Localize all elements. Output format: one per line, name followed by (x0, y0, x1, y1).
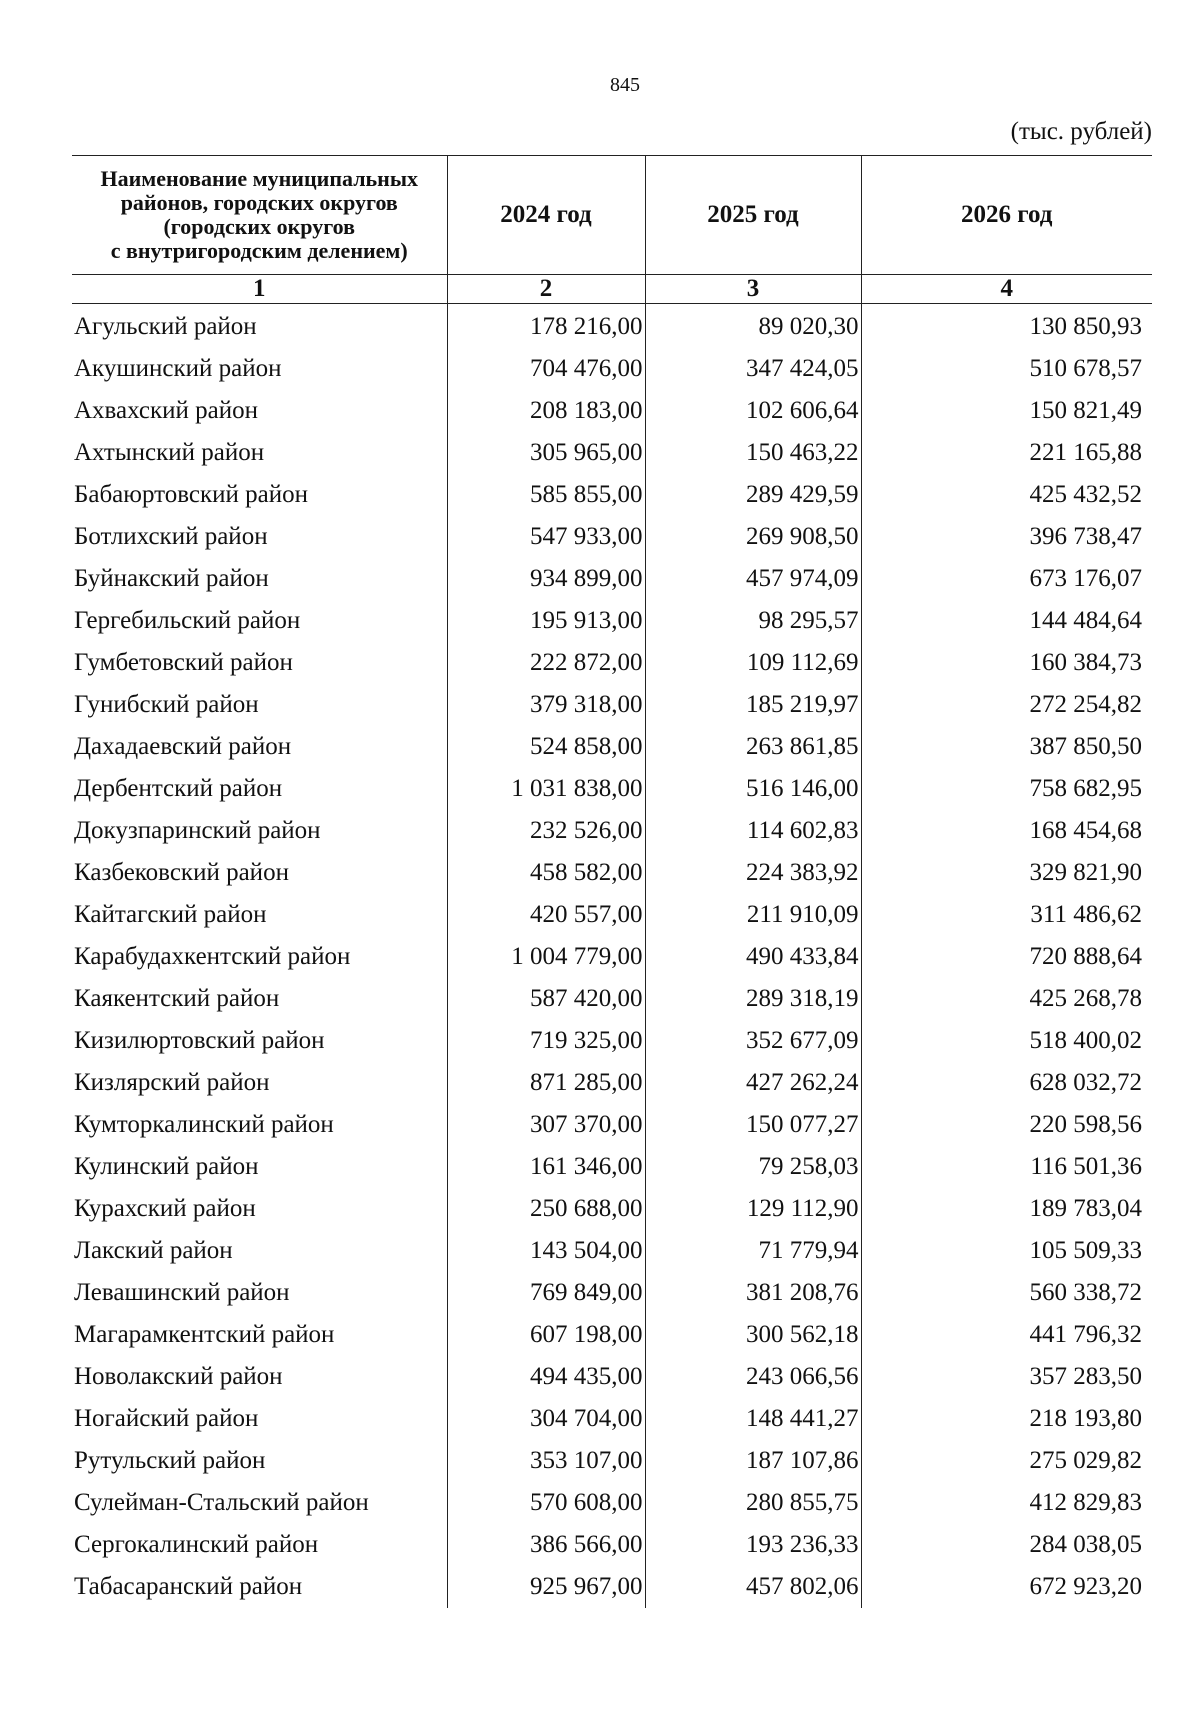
value-2025-cell: 457 802,06 (645, 1566, 861, 1608)
value-2026-cell: 357 283,50 (861, 1356, 1152, 1398)
district-name-cell: Табасаранский район (74, 1573, 303, 1600)
table-row (72, 684, 1152, 726)
value-2026-cell: 560 338,72 (861, 1272, 1152, 1314)
value-2026-cell: 189 783,04 (861, 1188, 1152, 1230)
value-2024-cell: 250 688,00 (447, 1188, 645, 1230)
value-2024-cell: 769 849,00 (447, 1272, 645, 1314)
value-2025-cell: 427 262,24 (645, 1062, 861, 1104)
table-row (72, 1482, 1152, 1524)
value-2024-cell: 934 899,00 (447, 558, 645, 600)
units-label: (тыс. рублей) (1010, 118, 1152, 145)
district-name-cell: Гумбетовский район (74, 649, 293, 676)
district-name-cell: Гунибский район (74, 691, 259, 718)
table-row (72, 894, 1152, 936)
district-name-cell: Казбековский район (74, 859, 289, 886)
value-2024-cell: 1 031 838,00 (447, 768, 645, 810)
column-header-name-line: Наименование муниципальных (100, 166, 419, 191)
value-2024-cell: 925 967,00 (447, 1566, 645, 1608)
value-2024-cell: 208 183,00 (447, 390, 645, 432)
table-row (72, 304, 1152, 349)
value-2025-cell: 187 107,86 (645, 1440, 861, 1482)
column-number: 2 (447, 275, 645, 304)
value-2024-cell: 353 107,00 (447, 1440, 645, 1482)
district-name-cell: Акушинский район (74, 355, 282, 382)
value-2026-cell: 160 384,73 (861, 642, 1152, 684)
value-2025-cell: 490 433,84 (645, 936, 861, 978)
value-2025-cell: 269 908,50 (645, 516, 861, 558)
table-header (72, 156, 1152, 275)
budget-table (72, 155, 1152, 1608)
value-2025-cell: 129 112,90 (645, 1188, 861, 1230)
value-2024-cell: 585 855,00 (447, 474, 645, 516)
table-row (72, 642, 1152, 684)
table-row (72, 768, 1152, 810)
value-2026-cell: 130 850,93 (861, 304, 1152, 349)
district-name-cell: Курахский район (74, 1195, 256, 1222)
district-name-cell: Агульский район (74, 313, 257, 340)
value-2025-cell: 224 383,92 (645, 852, 861, 894)
district-name-cell: Сергокалинский район (74, 1531, 319, 1558)
district-name-cell: Дахадаевский район (74, 733, 292, 760)
column-number: 1 (72, 275, 447, 304)
value-2024-cell: 607 198,00 (447, 1314, 645, 1356)
value-2024-cell: 305 965,00 (447, 432, 645, 474)
value-2025-cell: 71 779,94 (645, 1230, 861, 1272)
value-2026-cell: 218 193,80 (861, 1398, 1152, 1440)
value-2026-cell: 673 176,07 (861, 558, 1152, 600)
value-2025-cell: 457 974,09 (645, 558, 861, 600)
district-name-cell: Докузпаринский район (74, 817, 321, 844)
value-2025-cell: 148 441,27 (645, 1398, 861, 1440)
table-row (72, 516, 1152, 558)
district-name-cell: Ботлихский район (74, 523, 268, 550)
district-name-cell: Каякентский район (74, 985, 280, 1012)
value-2025-cell: 109 112,69 (645, 642, 861, 684)
value-2025-cell: 280 855,75 (645, 1482, 861, 1524)
value-2026-cell: 150 821,49 (861, 390, 1152, 432)
table-row (72, 726, 1152, 768)
district-name-cell: Ногайский район (74, 1405, 259, 1432)
value-2025-cell: 150 077,27 (645, 1104, 861, 1146)
column-number: 4 (861, 275, 1152, 304)
value-2026-cell: 396 738,47 (861, 516, 1152, 558)
value-2024-cell: 494 435,00 (447, 1356, 645, 1398)
value-2024-cell: 704 476,00 (447, 348, 645, 390)
column-header-name-line: с внутригородским делением) (110, 238, 408, 263)
table-row (72, 1356, 1152, 1398)
table-row (72, 1188, 1152, 1230)
district-name-cell: Кизлярский район (74, 1069, 270, 1096)
district-name-cell: Кумторкалинский район (74, 1111, 334, 1138)
district-name-cell: Новолакский район (74, 1363, 283, 1390)
value-2025-cell: 98 295,57 (645, 600, 861, 642)
district-name-cell: Кизилюртовский район (74, 1027, 325, 1054)
district-name-cell: Бабаюртовский район (74, 481, 308, 508)
value-2026-cell: 441 796,32 (861, 1314, 1152, 1356)
district-name-cell: Карабудахкентский район (74, 943, 351, 970)
page-number: 845 (610, 74, 640, 96)
table-row (72, 558, 1152, 600)
value-2026-cell: 387 850,50 (861, 726, 1152, 768)
value-2025-cell: 352 677,09 (645, 1020, 861, 1062)
value-2026-cell: 628 032,72 (861, 1062, 1152, 1104)
value-2024-cell: 143 504,00 (447, 1230, 645, 1272)
value-2025-cell: 289 429,59 (645, 474, 861, 516)
value-2024-cell: 178 216,00 (447, 304, 645, 349)
district-name-cell: Гергебильский район (74, 607, 301, 634)
table-row (72, 600, 1152, 642)
value-2026-cell: 720 888,64 (861, 936, 1152, 978)
district-name-cell: Левашинский район (74, 1279, 290, 1306)
table-row (72, 852, 1152, 894)
value-2026-cell: 144 484,64 (861, 600, 1152, 642)
value-2024-cell: 195 913,00 (447, 600, 645, 642)
table-row (72, 348, 1152, 390)
table-row (72, 432, 1152, 474)
value-2024-cell: 871 285,00 (447, 1062, 645, 1104)
value-2024-cell: 1 004 779,00 (447, 936, 645, 978)
value-2026-cell: 116 501,36 (861, 1146, 1152, 1188)
table-row (72, 474, 1152, 516)
table-row (72, 1272, 1152, 1314)
table-row (72, 1230, 1152, 1272)
value-2024-cell: 386 566,00 (447, 1524, 645, 1566)
table-row (72, 1062, 1152, 1104)
value-2025-cell: 89 020,30 (645, 304, 861, 349)
value-2025-cell: 381 208,76 (645, 1272, 861, 1314)
value-2026-cell: 168 454,68 (861, 810, 1152, 852)
value-2025-cell: 347 424,05 (645, 348, 861, 390)
table-body (72, 275, 1152, 1609)
value-2024-cell: 232 526,00 (447, 810, 645, 852)
value-2025-cell: 185 219,97 (645, 684, 861, 726)
value-2026-cell: 758 682,95 (861, 768, 1152, 810)
table-row (72, 1566, 1152, 1608)
value-2026-cell: 518 400,02 (861, 1020, 1152, 1062)
column-header-2024: 2024 год (447, 156, 645, 275)
district-name-cell: Лакский район (74, 1237, 233, 1264)
value-2025-cell: 263 861,85 (645, 726, 861, 768)
value-2025-cell: 211 910,09 (645, 894, 861, 936)
value-2025-cell: 300 562,18 (645, 1314, 861, 1356)
value-2024-cell: 420 557,00 (447, 894, 645, 936)
table-row (72, 390, 1152, 432)
column-header-name (72, 156, 447, 275)
value-2026-cell: 425 268,78 (861, 978, 1152, 1020)
table-row (72, 1146, 1152, 1188)
table-row (72, 1020, 1152, 1062)
district-name-cell: Буйнакский район (74, 565, 269, 592)
value-2026-cell: 425 432,52 (861, 474, 1152, 516)
district-name-cell: Ахвахский район (74, 397, 259, 424)
district-name-cell: Кулинский район (74, 1153, 259, 1180)
district-name-cell: Рутульский район (74, 1447, 266, 1474)
value-2024-cell: 458 582,00 (447, 852, 645, 894)
table-row (72, 1440, 1152, 1482)
value-2024-cell: 547 933,00 (447, 516, 645, 558)
value-2024-cell: 719 325,00 (447, 1020, 645, 1062)
value-2026-cell: 275 029,82 (861, 1440, 1152, 1482)
column-header-2026: 2026 год (861, 156, 1152, 275)
district-name-cell: Кайтагский район (74, 901, 267, 928)
value-2025-cell: 289 318,19 (645, 978, 861, 1020)
value-2024-cell: 570 608,00 (447, 1482, 645, 1524)
value-2025-cell: 150 463,22 (645, 432, 861, 474)
table-row (72, 1314, 1152, 1356)
district-name-cell: Дербентский район (74, 775, 283, 802)
value-2025-cell: 102 606,64 (645, 390, 861, 432)
value-2026-cell: 510 678,57 (861, 348, 1152, 390)
column-header-name-line: районов, городских округов (120, 190, 398, 215)
table-row (72, 978, 1152, 1020)
value-2025-cell: 243 066,56 (645, 1356, 861, 1398)
value-2024-cell: 379 318,00 (447, 684, 645, 726)
value-2026-cell: 105 509,33 (861, 1230, 1152, 1272)
value-2024-cell: 307 370,00 (447, 1104, 645, 1146)
value-2026-cell: 329 821,90 (861, 852, 1152, 894)
value-2024-cell: 587 420,00 (447, 978, 645, 1020)
value-2026-cell: 272 254,82 (861, 684, 1152, 726)
value-2026-cell: 221 165,88 (861, 432, 1152, 474)
value-2024-cell: 524 858,00 (447, 726, 645, 768)
value-2026-cell: 284 038,05 (861, 1524, 1152, 1566)
value-2025-cell: 193 236,33 (645, 1524, 861, 1566)
value-2024-cell: 222 872,00 (447, 642, 645, 684)
table-row (72, 810, 1152, 852)
column-number: 3 (645, 275, 861, 304)
table-row (72, 1104, 1152, 1146)
column-header-name-line: (городских округов (163, 214, 355, 239)
value-2024-cell: 161 346,00 (447, 1146, 645, 1188)
value-2025-cell: 79 258,03 (645, 1146, 861, 1188)
table-row (72, 1524, 1152, 1566)
table-row (72, 1398, 1152, 1440)
value-2024-cell: 304 704,00 (447, 1398, 645, 1440)
value-2025-cell: 516 146,00 (645, 768, 861, 810)
district-name-cell: Ахтынский район (74, 439, 265, 466)
value-2026-cell: 412 829,83 (861, 1482, 1152, 1524)
value-2025-cell: 114 602,83 (645, 810, 861, 852)
column-header-2025: 2025 год (645, 156, 861, 275)
table-row (72, 936, 1152, 978)
district-name-cell: Сулейман-Стальский район (74, 1489, 369, 1516)
value-2026-cell: 672 923,20 (861, 1566, 1152, 1608)
column-numbering-row (72, 275, 1152, 304)
value-2026-cell: 220 598,56 (861, 1104, 1152, 1146)
value-2026-cell: 311 486,62 (861, 894, 1152, 936)
district-name-cell: Магарамкентский район (74, 1321, 335, 1348)
